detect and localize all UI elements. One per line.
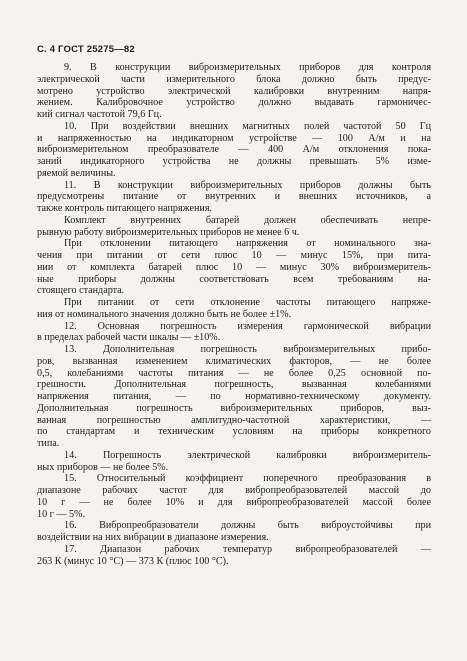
text-line: 10 г — 5%. — [37, 508, 86, 520]
text-line: При отклонении питающего напряжения от номинального зна- — [64, 238, 431, 250]
paragraph — [37, 297, 431, 321]
text-line: виброизмерительном преобразователе — 400 А/м отклонения пока- — [37, 144, 431, 156]
paragraph — [37, 321, 431, 345]
paragraph — [37, 238, 431, 297]
text-line: 10. При воздействии внешних магнитных полей частотой 50 Гц — [64, 120, 431, 132]
text-line: предусмотрены питание от внутренних и внешних источников, а — [37, 191, 431, 203]
text-line: ные приборы должны соответствовать всем требованиям на- — [37, 273, 431, 285]
text-line: нии от комплекта батарей плюс 10 — минус 30% виброизмеритель- — [37, 261, 431, 273]
text-line: также контроль питающего напряжения. — [37, 203, 213, 214]
text-line: жением. Калибровочное устройство должно выдавать гармоничес- — [37, 97, 431, 109]
text-line: 16. Вибропреобразователи должны быть виброустойчивы при — [64, 520, 431, 532]
text-line: ванная погрешностью амплитудно-частотной характеристики, — — [37, 414, 431, 426]
text-line: напряжения питания, — по нормативно-техническому документу. — [37, 391, 431, 402]
text-line: 14. Погрешность электрической калибровки виброизмеритель- — [64, 449, 431, 461]
page-header: С. 4 ГОСТ 25275—82 — [37, 44, 135, 55]
text-line: кий сигнал частотой 79,6 Гц. — [37, 109, 162, 120]
paragraph — [37, 215, 431, 239]
text-line: стоящего стандарта. — [37, 285, 125, 297]
text-line: Комплект внутренних батарей должен обеспечивать непре- — [64, 214, 431, 226]
text-line: При питании от сети отклонение частоты питающего напряже- — [64, 297, 431, 308]
text-line: диапазоне рабочих частот для вибропреобразователей массой до — [37, 485, 431, 496]
text-line: грешности. Дополнительная погрешность, вызванная колебаниями — [37, 379, 431, 391]
paragraph — [37, 450, 431, 474]
text-line: чения при питании от сети плюс 10 — минус 15%, при пита- — [37, 250, 431, 261]
text-line: электрической части измерительного блока должно быть предус- — [37, 73, 431, 85]
text-line: мотрено устройство электрической калибровки внутренним напря- — [37, 85, 431, 97]
text-line: ров, вызванная изменением климатических факторов, — не более — [37, 355, 431, 367]
text-line: по стандартам и техническим условиям на приборы конкретного — [37, 426, 431, 438]
text-line: в пределах рабочей части шкалы — ±10%. — [37, 332, 221, 344]
text-line: 13. Дополнительная погрешность виброизмерительных прибо- — [64, 344, 431, 355]
text-line: 263 К (минус 10 °С) — 373 К (плюс 100 °С). — [37, 555, 229, 567]
text-line: заний индикаторного устройства не должны превышать 5% изме- — [37, 156, 431, 167]
text-line: Дополнительная погрешность виброизмерительных приборов, выз- — [37, 402, 431, 414]
text-line: типа. — [37, 438, 60, 449]
text-line: воздействии на них вибрации в диапазоне измерения. — [37, 532, 269, 543]
text-line: ряемой величины. — [37, 167, 116, 179]
text-line: 11. В конструкции виброизмерительных приборов должны быть — [64, 179, 431, 191]
paragraph — [37, 473, 431, 520]
text-line: 0,5, колебаниями частоты питания — не более 0,25 основной по- — [37, 367, 431, 379]
text-line: 15. Относительный коэффициент поперечного преобразования в — [64, 473, 431, 485]
paragraph — [37, 121, 431, 180]
paragraph — [37, 62, 431, 121]
text-line: и напряженностью на индикаторном устройстве — 100 А/м и на — [37, 132, 431, 144]
text-line: рывную работу виброизмерительных приборов не менее 6 ч. — [37, 226, 300, 238]
paragraph — [37, 544, 431, 568]
text-line: 12. Основная погрешность измерения гармонической вибрации — [64, 320, 431, 332]
text-line: ния от номинального значения должно быть не более ±1%. — [37, 308, 292, 320]
text-line: 10 г — не более 10% и для вибропреобразователей массой более — [37, 496, 431, 508]
paragraph — [37, 520, 431, 544]
text-line: 9. В конструкции виброизмерительных приборов для контроля — [64, 62, 431, 73]
text-line: 17. Диапазон рабочих температур вибропреобразователей — — [64, 543, 431, 555]
paragraph — [37, 180, 431, 215]
text-line: ных приборов — не более 5%. — [37, 461, 169, 473]
document-body — [37, 62, 431, 567]
paragraph — [37, 344, 431, 450]
